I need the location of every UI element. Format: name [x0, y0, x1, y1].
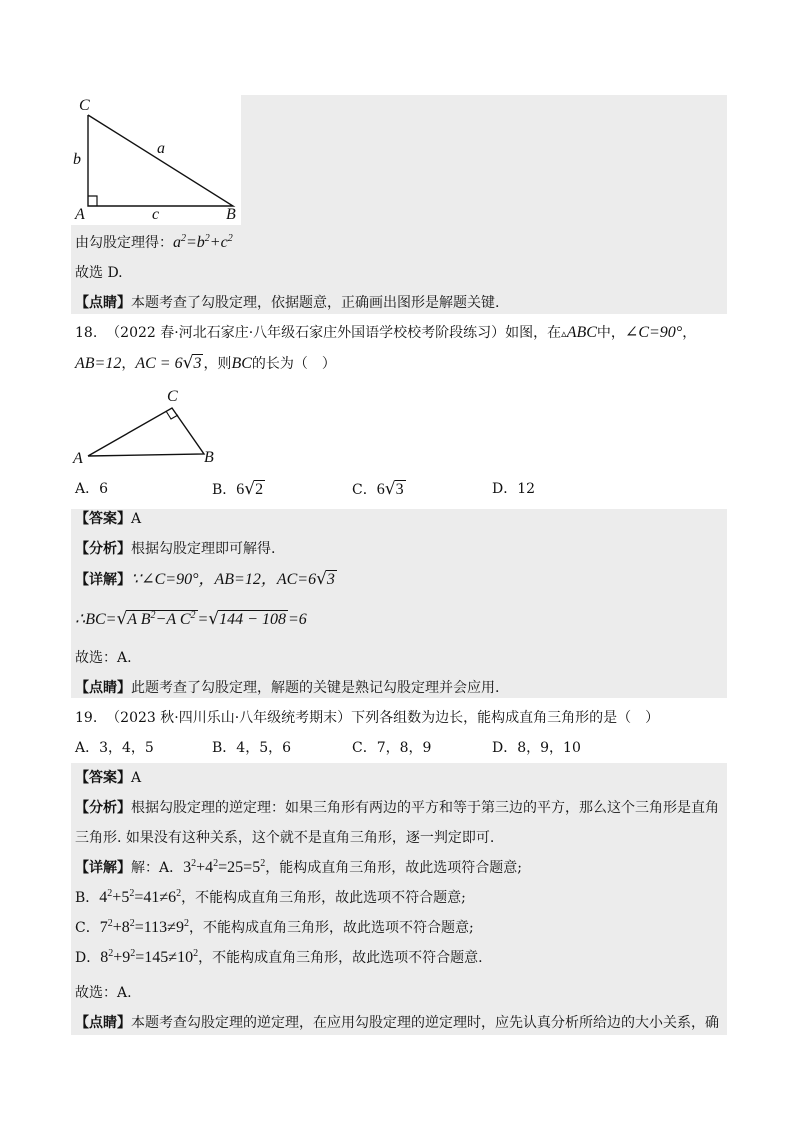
- q18-option-c-math: 6√3: [376, 479, 404, 499]
- q19-analysis-tag: 【分析】: [75, 800, 131, 816]
- q19-number: 19.: [75, 710, 98, 726]
- q19-detail-b-math: $4^2+5^2=41\ne 6^2$: [99, 888, 182, 906]
- q18-detail-calc: ∴BC=√A $B^2-A$ $C^2 =√144 - 108 =6$: [75, 609, 307, 629]
- q19-option-d: D．8，9，10: [492, 740, 581, 756]
- q18-source: （2022 春·河北石家庄·八年级石家庄外国语学校校考阶段练习）: [106, 325, 506, 341]
- q18-dianjing: [75, 678, 499, 698]
- q17-vertex-c: C: [79, 97, 90, 114]
- q19-stem: [75, 708, 659, 728]
- q18-stem-line2: [75, 353, 336, 374]
- q19-detail-a-math: $3^2+4^2=25=5^2$: [183, 858, 266, 876]
- q17-vertex-b: B: [226, 206, 236, 223]
- q18-analysis-tag: 【分析】: [75, 541, 131, 557]
- q17-dianjing: [75, 293, 499, 313]
- q18-triangle-figure: [70, 385, 230, 467]
- q19-detail-tag: 【详解】: [75, 860, 131, 876]
- q18-conclusion: 故选：A.: [75, 650, 132, 666]
- q19-conclusion: 故选：A.: [75, 985, 132, 1001]
- q19-option-c: C．7，8，9: [352, 740, 432, 756]
- q19-analysis-line2: 三角形. 如果没有这种关系，这个就不是直角三角形，逐一判定即可.: [75, 830, 495, 846]
- q19-detail-d-math: $8^2+9^2=145\ne 10^2$: [100, 948, 199, 966]
- q18-option-b-math: 6√2: [236, 479, 264, 499]
- q18-answer: [75, 509, 141, 529]
- q18-option-c: C．6√3: [352, 479, 404, 499]
- q18-stem-a: 如图，在: [505, 325, 562, 341]
- q17-theorem-prefix: 由勾股定理得：: [75, 235, 173, 251]
- q17-side-b: b: [73, 151, 81, 168]
- q19-option-b: B．4，5，6: [212, 740, 292, 756]
- q17-side-a: a: [157, 140, 165, 157]
- q19-option-a: A．3，4，5: [75, 740, 154, 756]
- q17-dianjing-tag: 【点睛】: [75, 295, 131, 311]
- q18-answer-tag: 【答案】: [75, 511, 131, 527]
- q19-detail-c: C．$7^2+8^2=113\ne 9^2$，不能构成直角三角形，故此选项不符合题意;: [75, 918, 474, 936]
- q19-analysis-line1: [75, 798, 719, 818]
- q18-analysis: [75, 539, 275, 559]
- q19-answer: [75, 768, 141, 788]
- q18-angle-c: ∠C=90°: [624, 324, 683, 341]
- q18-stem-d: ，则: [203, 356, 232, 372]
- q18-option-a: A．6: [75, 481, 109, 497]
- q18-ac-value: AC = 6√3: [135, 353, 202, 373]
- q18-option-d: D．12: [492, 481, 536, 497]
- q18-solution-shade: [71, 509, 727, 698]
- q18-vertex-c: C: [167, 388, 178, 405]
- q18-answer-value: A: [131, 511, 142, 527]
- q18-dianjing-text: 此题考查了勾股定理，解题的关键是熟记勾股定理并会应用.: [131, 680, 500, 696]
- q19-source: （2023 秋·四川乐山·八年级统考期末）: [106, 710, 352, 726]
- q17-conclusion: 故选 D.: [75, 265, 123, 281]
- q19-detail-a: 【详解】解：A．$3^2+4^2=25=5^2$，能构成直角三角形，故此选项符合题意;: [75, 858, 522, 876]
- q18-dianjing-tag: 【点睛】: [75, 680, 131, 696]
- q18-triangle-abc: ▵ABC: [561, 324, 597, 341]
- q17-dianjing-text: 本题考查了勾股定理，依据题意，正确画出图形是解题关键.: [131, 295, 500, 311]
- q18-ab-value: AB=12: [75, 355, 122, 372]
- q19-detail-c-math: $7^2+8^2=113\ne 9^2$: [99, 918, 189, 936]
- q18-vertex-a: A: [73, 450, 83, 467]
- q18-stem-b: 中，: [596, 325, 625, 341]
- q18-detail: [75, 569, 337, 590]
- q18-stem-line1: [75, 323, 696, 344]
- q18-comma: ，: [121, 356, 136, 372]
- q18-vertex-b: B: [204, 449, 214, 466]
- q19-answer-value: A: [131, 770, 142, 786]
- q19-dianjing-tag: 【点睛】: [75, 1015, 131, 1031]
- q19-answer-tag: 【答案】: [75, 770, 131, 786]
- q19-stem-text: 下列各组数为边长，能构成直角三角形的是（ ）: [351, 710, 660, 726]
- q19-detail-d: D．$8^2+9^2=145\ne 10^2$，不能构成直角三角形，故此选项不符合题意.: [75, 948, 483, 966]
- q19-dianjing: [75, 1013, 719, 1033]
- q17-right-triangle-figure: [71, 95, 241, 225]
- q18-bc-symbol: BC: [231, 355, 252, 372]
- q19-dianjing-text: 本题考查勾股定理的逆定理，在应用勾股定理的逆定理时，应先认真分析所给边的大小关系，确: [131, 1015, 719, 1031]
- q18-number: 18.: [75, 325, 98, 341]
- q17-vertex-a: A: [75, 206, 85, 223]
- q18-analysis-text: 根据勾股定理即可解得.: [131, 541, 276, 557]
- q18-option-b: B．6√2: [212, 479, 264, 499]
- q17-theorem-line: [75, 233, 233, 253]
- q18-stem-e: 的长为（ ）: [251, 356, 336, 372]
- q18-detail-tag: 【详解】: [75, 572, 131, 588]
- q17-side-c: c: [152, 206, 160, 223]
- q18-stem-c: ，: [682, 325, 697, 341]
- q19-detail-b: B．$4^2+5^2=41\ne 6^2$，不能构成直角三角形，故此选项不符合题意;: [75, 888, 466, 906]
- q18-detail-given: ∵∠C=90°，AB=12，AC=6√3: [131, 569, 335, 589]
- q19-analysis-text1: 根据勾股定理的逆定理：如果三角形有两边的平方和等于第三边的平方，那么这个三角形是直角: [131, 800, 719, 816]
- q17-theorem-formula: $a^2=b^2+c^2$: [173, 233, 233, 251]
